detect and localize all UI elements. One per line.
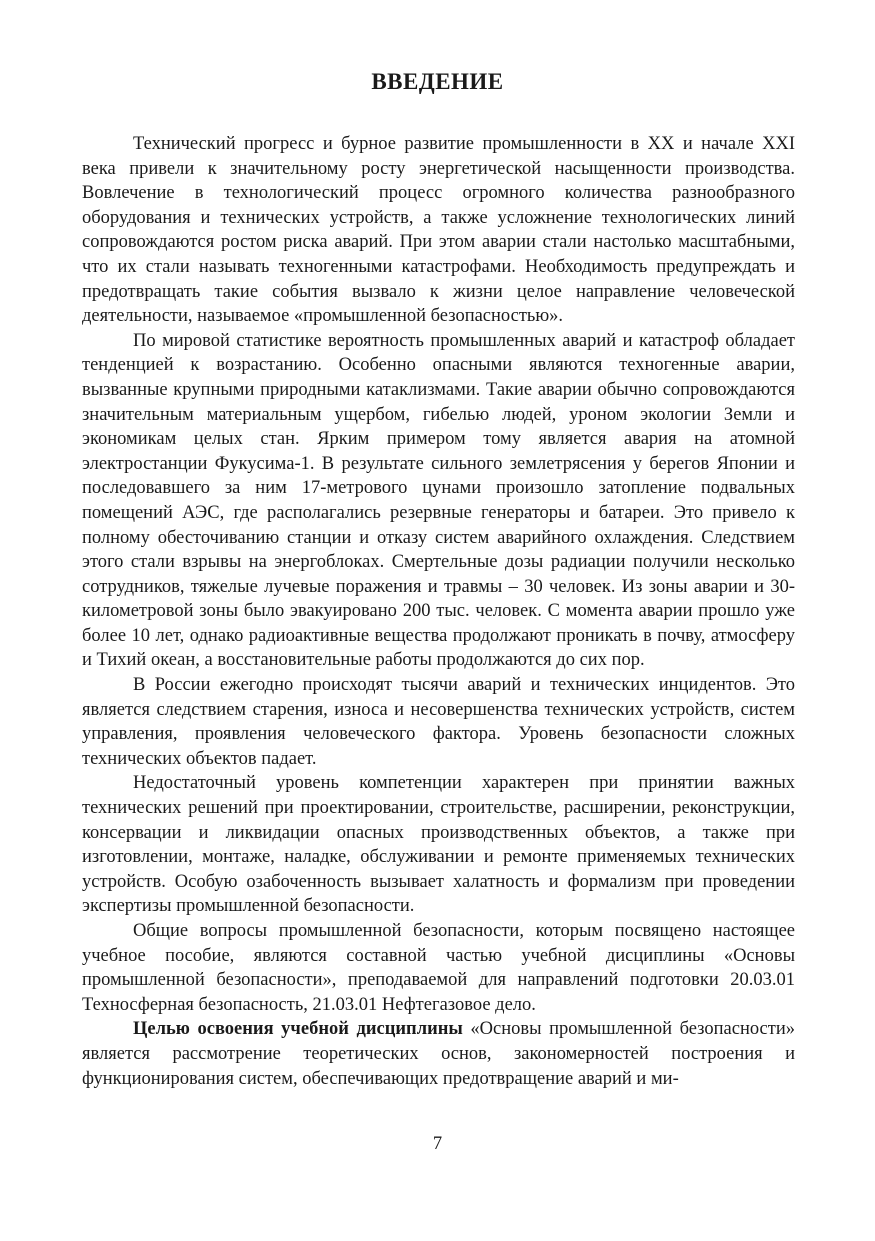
paragraph-competence: Недостаточный уровень компетенции характерен при принятии важных технических решений при проектировании, строительстве, расширении, реконструкции, консервации и ликвидации опасных производственных объектов, а также при изготовлении, монтаже, наладке, обслуживании и ремонте применяемых технических устройств. Особую озабоченность вызывает халатность и формализм при проведении экспертизы промышленной безопасности. [82,773,795,917]
goal-bold-lead: Целью освоения учебной дисциплины [133,1019,463,1040]
goal-text: «Основы промышленной безопасности» является рассмотрение теоретических основ, закономерностей построения и функционирования систем, обеспечивающих предотвращение аварий и ми- [82,1019,795,1089]
body-text [82,132,795,1091]
paragraph-course: Общие вопросы промышленной безопасности, которым посвящено настоящее учебное пособие, являются составной частью учебной дисциплины «Основы промышленной безопасности», преподаваемой для направлений подготовки 20.03.01 Техносферная безопасность, 21.03.01 Нефтегазовое дело. [82,921,795,1015]
paragraph-statistics: По мировой статистике вероятность промышленных аварий и катастроф обладает тенденцией к возрастанию. Особенно опасными являются техногенные аварии, вызванные крупными природными катаклизмами. Такие аварии обычно сопровождаются значительным материальным ущербом, гибелью людей, уроном экологии Земли и экономикам целых стан. Ярким примером тому является авария на атомной электростанции Фукусима-1. В результате сильного землетрясения у берегов Японии и последовавшего за ним 17-метрового цунами произошло затопление подвальных помещений АЭС, где располагались резервные генераторы и батареи. Это привело к полному обесточиванию станции и отказу систем аварийного охлаждения. Следствием этого стали взрывы на энергоблоках. Смертельные дозы радиации получили несколько сотрудников, тяжелые лучевые поражения и травмы – 30 человек. Из зоны аварии и 30-километровой зоны было эвакуировано 200 тыс. человек. С момента аварии прошло уже более 10 лет, однако радиоактивные вещества продолжают проникать в почву, атмосферу и Тихий океан, а восстановительные работы продолжаются до сих пор. [82,330,795,671]
page-number: 7 [432,1134,443,1154]
paragraph-russia: В России ежегодно происходят тысячи аварий и технических инцидентов. Это является следствием старения, износа и несовершенства технических устройств, систем управления, проявления человеческого фактора. Уровень безопасности сложных технических объектов падает. [82,675,795,769]
paragraph-goal [82,1017,795,1091]
page-title: ВВЕДЕНИЕ [371,69,504,94]
paragraph-intro: Технический прогресс и бурное развитие промышленности в XX и начале XXI века привели к значительному росту энергетической насыщенности производства. Вовлечение в технологический процесс огромного количества разнообразного оборудования и технических устройств, а также усложнение технологических линий сопровождаются ростом риска аварий. При этом аварии стали настолько масштабными, что их стали называть техногенными катастрофами. Необходимость предупреждать и предотвращать такие события вызвало к жизни целое направление человеческой деятельности, называемое «промышленной безопасностью». [82,134,795,327]
